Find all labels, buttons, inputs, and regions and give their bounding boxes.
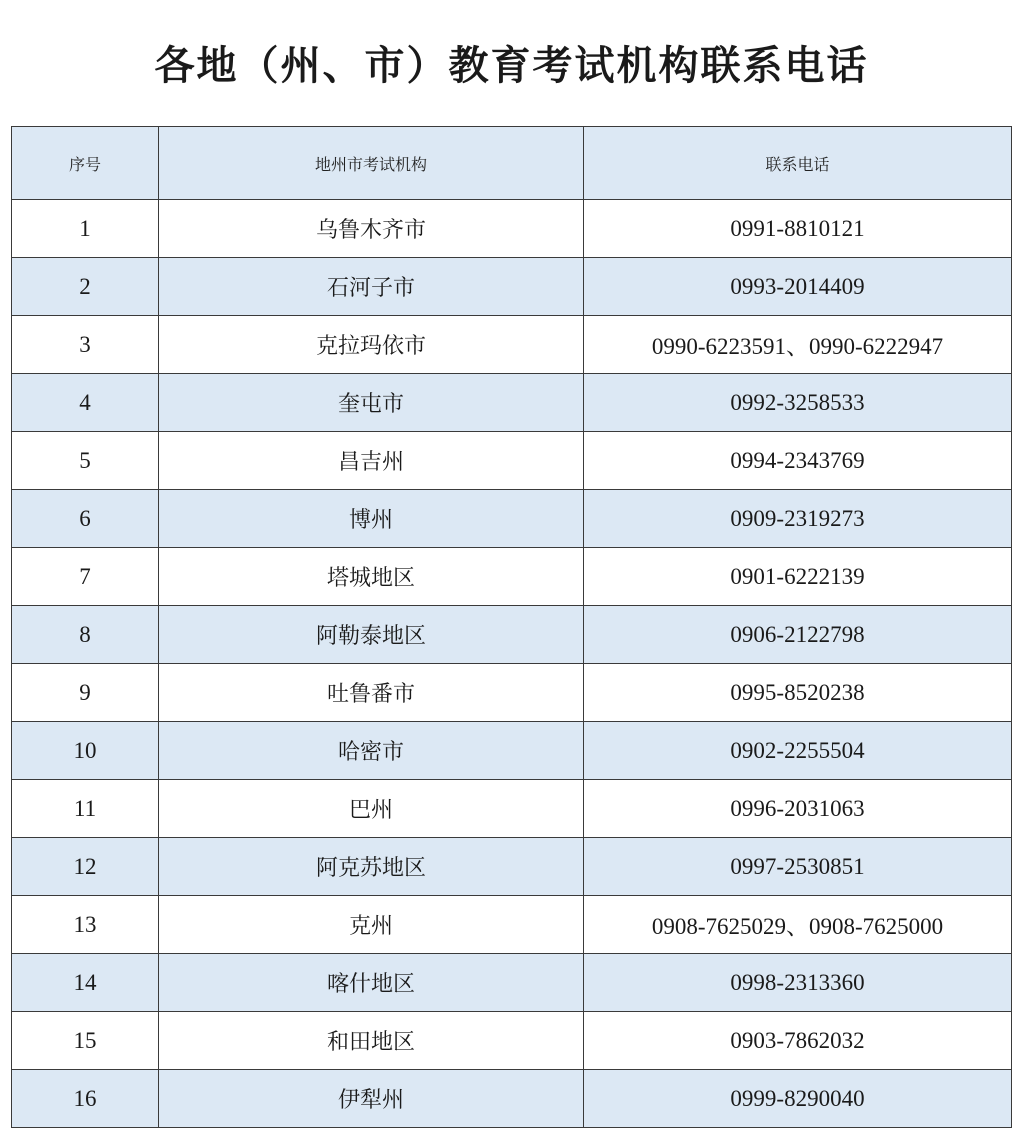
- row-index: 7: [12, 548, 159, 606]
- table-row: [12, 374, 1012, 432]
- row-index: 16: [12, 1070, 159, 1128]
- row-index: 8: [12, 606, 159, 664]
- row-index: 14: [12, 954, 159, 1012]
- row-phone: 0901-6222139: [584, 548, 1012, 606]
- row-phone: 0906-2122798: [584, 606, 1012, 664]
- row-org: 奎屯市: [159, 374, 584, 432]
- row-index: 4: [12, 374, 159, 432]
- table-row: [12, 490, 1012, 548]
- row-phone: 0902-2255504: [584, 722, 1012, 780]
- row-org: 乌鲁木齐市: [159, 200, 584, 258]
- header-phone: 联系电话: [584, 127, 1012, 200]
- table-row: [12, 1012, 1012, 1070]
- row-phone: 0903-7862032: [584, 1012, 1012, 1070]
- row-org: 阿勒泰地区: [159, 606, 584, 664]
- row-org: 石河子市: [159, 258, 584, 316]
- row-phone: 0909-2319273: [584, 490, 1012, 548]
- row-org: 阿克苏地区: [159, 838, 584, 896]
- row-index: 11: [12, 780, 159, 838]
- row-org: 昌吉州: [159, 432, 584, 490]
- row-org: 哈密市: [159, 722, 584, 780]
- row-index: 15: [12, 1012, 159, 1070]
- row-index: 1: [12, 200, 159, 258]
- row-phone: 0991-8810121: [584, 200, 1012, 258]
- row-index: 3: [12, 316, 159, 374]
- row-org: 博州: [159, 490, 584, 548]
- row-index: 12: [12, 838, 159, 896]
- contacts-table: [11, 126, 1012, 1128]
- row-phone: 0996-2031063: [584, 780, 1012, 838]
- row-org: 吐鲁番市: [159, 664, 584, 722]
- page-title: 各地（州、市）教育考试机构联系电话: [154, 43, 869, 89]
- row-org: 克拉玛依市: [159, 316, 584, 374]
- row-phone: 0999-8290040: [584, 1070, 1012, 1128]
- table-row: [12, 200, 1012, 258]
- table-row: [12, 838, 1012, 896]
- row-org: 塔城地区: [159, 548, 584, 606]
- row-index: 6: [12, 490, 159, 548]
- row-phone: 0992-3258533: [584, 374, 1012, 432]
- table-row: [12, 316, 1012, 374]
- row-org: 克州: [159, 896, 584, 954]
- row-phone: 0908-7625029、0908-7625000: [584, 896, 1012, 954]
- table-row: [12, 780, 1012, 838]
- table-row: [12, 258, 1012, 316]
- row-index: 9: [12, 664, 159, 722]
- row-phone: 0997-2530851: [584, 838, 1012, 896]
- table-row: [12, 606, 1012, 664]
- table-row: [12, 722, 1012, 780]
- row-index: 10: [12, 722, 159, 780]
- header-org: 地州市考试机构: [159, 127, 584, 200]
- table-row: [12, 548, 1012, 606]
- row-org: 喀什地区: [159, 954, 584, 1012]
- table-row: [12, 954, 1012, 1012]
- table-row: [12, 896, 1012, 954]
- row-org: 伊犁州: [159, 1070, 584, 1128]
- row-phone: 0993-2014409: [584, 258, 1012, 316]
- row-org: 巴州: [159, 780, 584, 838]
- row-index: 13: [12, 896, 159, 954]
- table-row: [12, 432, 1012, 490]
- row-phone: 0998-2313360: [584, 954, 1012, 1012]
- row-phone: 0995-8520238: [584, 664, 1012, 722]
- table-header-row: [12, 127, 1012, 200]
- row-index: 2: [12, 258, 159, 316]
- table-row: [12, 1070, 1012, 1128]
- row-phone: 0994-2343769: [584, 432, 1012, 490]
- row-index: 5: [12, 432, 159, 490]
- header-index: 序号: [12, 127, 159, 200]
- row-phone: 0990-6223591、0990-6222947: [584, 316, 1012, 374]
- table-row: [12, 664, 1012, 722]
- row-org: 和田地区: [159, 1012, 584, 1070]
